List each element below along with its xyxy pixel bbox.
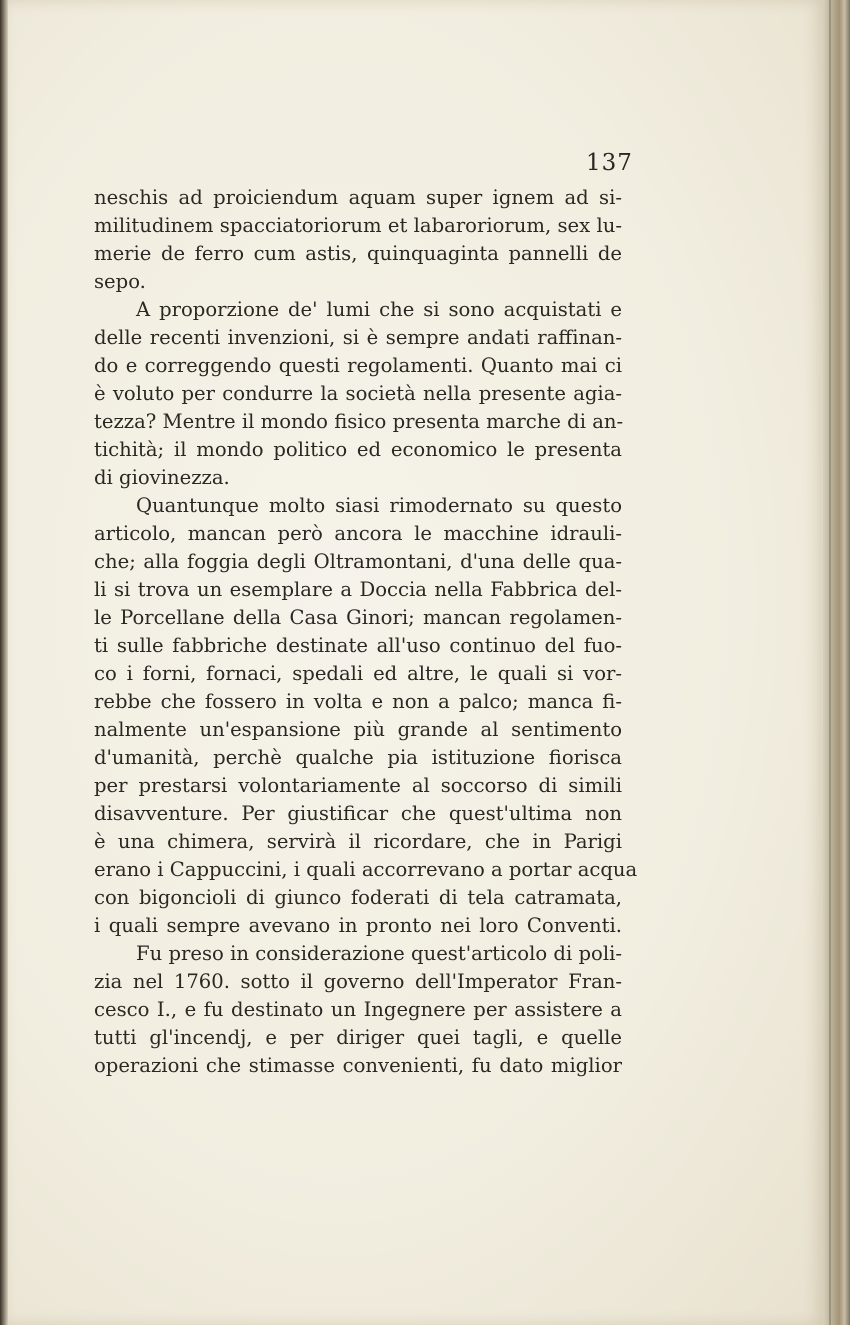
text-line: i quali sempre avevano in pronto nei loro Conventi. <box>94 914 622 937</box>
text-line: cesco I., e fu destinato un Ingegnere per assistere a <box>94 998 622 1021</box>
text-line: che; alla foggia degli Oltramontani, d'una delle qua- <box>94 550 622 573</box>
text-line: ti sulle fabbriche destinate all'uso continuo del fuo- <box>94 634 622 657</box>
text-line: è voluto per condurre la società nella presente agia- <box>94 382 622 405</box>
text-line: Quantunque molto siasi rimodernato su questo <box>136 494 622 517</box>
text-line: per prestarsi volontariamente al soccorso di simili <box>94 774 622 797</box>
text-line: tezza? Mentre il mondo fisico presenta marche di an- <box>94 410 624 433</box>
text-line: erano i Cappuccini, i quali accorrevano a portar acqua <box>94 858 638 881</box>
text-line: d'umanità, perchè qualche pia istituzione fiorisca <box>94 746 622 769</box>
text-line: do e correggendo questi regolamenti. Quanto mai ci <box>94 354 622 377</box>
page-number: 137 <box>586 150 633 176</box>
text-line: delle recenti invenzioni, si è sempre andati raffinan- <box>94 326 622 349</box>
text-line: Fu preso in considerazione quest'articolo di poli- <box>136 942 622 965</box>
text-line: li si trova un esemplare a Doccia nella Fabbrica del- <box>94 578 622 601</box>
page-fore-edge <box>823 0 850 1325</box>
text-line: articolo, mancan però ancora le macchine idrauli- <box>94 522 622 545</box>
text-line: merie de ferro cum astis, quinquaginta pannelli de <box>94 242 622 265</box>
text-line: rebbe che fossero in volta e non a palco; manca fi- <box>94 690 622 713</box>
book-page <box>8 0 823 1325</box>
text-line: tichità; il mondo politico ed economico le presenta <box>94 438 622 461</box>
body-text <box>94 184 638 1080</box>
text-line: è una chimera, servirà il ricordare, che in Parigi <box>94 830 622 853</box>
text-line: A proporzione de' lumi che si sono acquistati e <box>136 298 622 321</box>
text-line: zia nel 1760. sotto il governo dell'Imperator Fran- <box>94 970 622 993</box>
text-line: sepo. <box>94 270 146 293</box>
text-line: co i forni, fornaci, spedali ed altre, le quali si vor- <box>94 662 622 685</box>
text-line: operazioni che stimasse convenienti, fu dato miglior <box>94 1054 622 1077</box>
text-line: tutti gl'incendj, e per diriger quei tagli, e quelle <box>94 1026 622 1049</box>
text-line: le Porcellane della Casa Ginori; mancan regolamen- <box>94 606 622 629</box>
text-line: disavventure. Per giustificar che quest'ultima non <box>94 802 622 825</box>
text-line: con bigoncioli di giunco foderati di tela catramata, <box>94 886 622 909</box>
text-line: militudinem spacciatoriorum et labaroriorum, sex lu- <box>94 214 622 237</box>
text-line: neschis ad proiciendum aquam super ignem ad si- <box>94 186 622 209</box>
text-line: nalmente un'espansione più grande al sentimento <box>94 718 622 741</box>
text-line: di giovinezza. <box>94 466 230 489</box>
binding-edge <box>0 0 8 1325</box>
